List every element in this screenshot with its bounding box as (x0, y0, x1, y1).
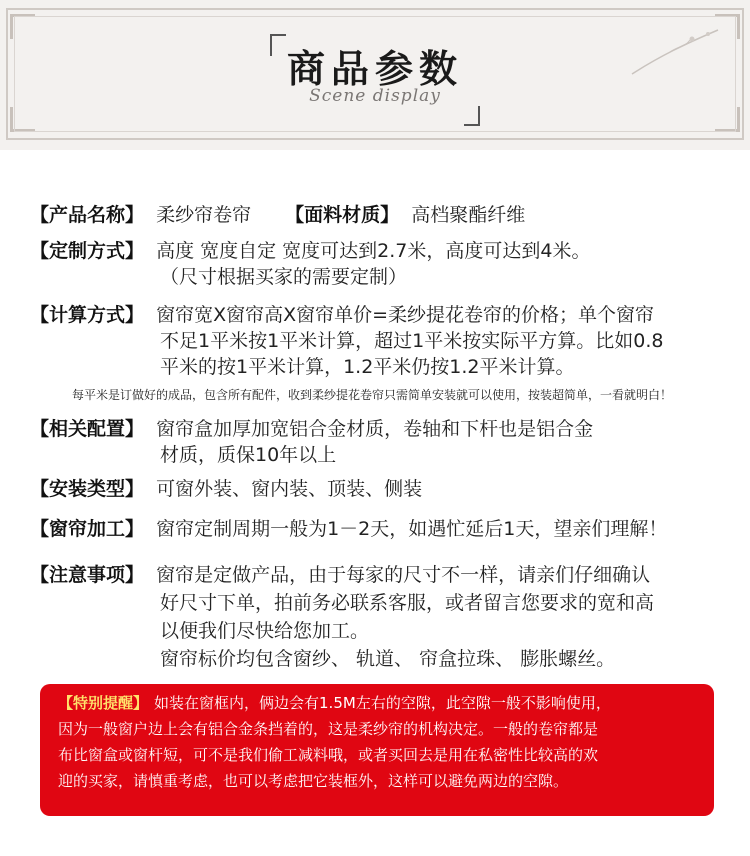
param-value: 窗帘是定做产品，由于每家的尺寸不一样，请亲们仔细确认 (156, 564, 651, 586)
param-value: 窗帘盒加厚加宽铝合金材质，卷轴和下杆也是铝合金 (156, 418, 594, 440)
param-value: 高档聚酯纤维 (411, 204, 526, 226)
param-row-notes (30, 562, 732, 588)
header-banner (0, 0, 750, 150)
special-notice-box (40, 684, 714, 816)
param-row-install-type (30, 476, 732, 502)
param-value: 窗帘定制周期一般为1－2天，如遇忙延后1天，望亲们理解！ (156, 518, 668, 540)
param-value-continued: 材质，质保10年以上 (160, 444, 337, 466)
param-row-product-name (30, 202, 732, 228)
notice-label: 【特别提醒】 (58, 694, 149, 712)
param-value: 窗帘宽X窗帘高X窗帘单价=柔纱提花卷帘的价格；单个窗帘 (156, 304, 655, 326)
param-label: 【注意事项】 (30, 564, 145, 586)
param-value: 可窗外装、窗内装、顶装、侧装 (156, 478, 423, 500)
param-label: 【安装类型】 (30, 478, 145, 500)
param-value-continued: 不足1平米按1平米计算，超过1平米按实际平方算。比如0.8 (160, 330, 664, 352)
page-subtitle: Scene display (309, 86, 441, 106)
param-label: 【窗帘加工】 (30, 518, 145, 540)
title-bracket-left (270, 34, 286, 36)
title-bracket-right (478, 106, 480, 126)
param-value-continued: 窗帘标价均包含窗纱、 轨道、 帘盒拉珠、 膨胀螺丝。 (160, 648, 616, 670)
title-bracket-right (464, 124, 480, 126)
header-title-box (276, 34, 474, 126)
notice-line: 迎的买家，请慎重考虑，也可以考虑把它装框外，这样可以避免两边的空隙。 (58, 772, 569, 790)
param-label: 【定制方式】 (30, 240, 145, 262)
param-value-continued: 好尺寸下单，拍前务必联系客服，或者留言您要求的宽和高 (160, 592, 655, 614)
param-row-customization (30, 238, 732, 264)
param-label: 【产品名称】 (30, 204, 145, 226)
param-row-configuration (30, 416, 732, 442)
param-value-continued: 以便我们尽快给您加工。 (160, 620, 370, 642)
branch-decoration-icon (630, 26, 720, 76)
param-value-continued: 平米的按1平米计算，1.2平米仍按1.2平米计算。 (160, 356, 575, 378)
param-value: 柔纱帘卷帘 (156, 204, 252, 226)
param-row-processing (30, 516, 732, 542)
title-bracket-left (270, 34, 272, 56)
param-row-calculation (30, 302, 732, 328)
param-value-continued: （尺寸根据买家的需要定制） (160, 266, 408, 288)
param-label: 【面料材质】 (285, 204, 400, 226)
param-label: 【相关配置】 (30, 418, 145, 440)
notice-line (58, 690, 700, 716)
notice-line: 布比窗盒或窗杆短，可不是我们偷工减料哦，或者买回去是用在私密性比较高的欢 (58, 746, 599, 764)
notice-line: 因为一般窗户边上会有铝合金条挡着的，这是柔纱帘的机构决定。一般的卷帘都是 (58, 720, 599, 738)
page-title: 商品参数 (286, 46, 463, 91)
param-label: 【计算方式】 (30, 304, 145, 326)
calculation-footnote: 每平米是订做好的成品，包含所有配件，收到柔纱提花卷帘只需简单安装就可以使用，按装超简单，一看就明白！ (72, 388, 673, 402)
param-value: 高度 宽度自定 宽度可达到2.7米，高度可达到4米。 (156, 240, 591, 262)
notice-text: 如装在窗框内，俩边会有1.5M左右的空隙，此空隙一般不影响使用， (154, 694, 611, 712)
